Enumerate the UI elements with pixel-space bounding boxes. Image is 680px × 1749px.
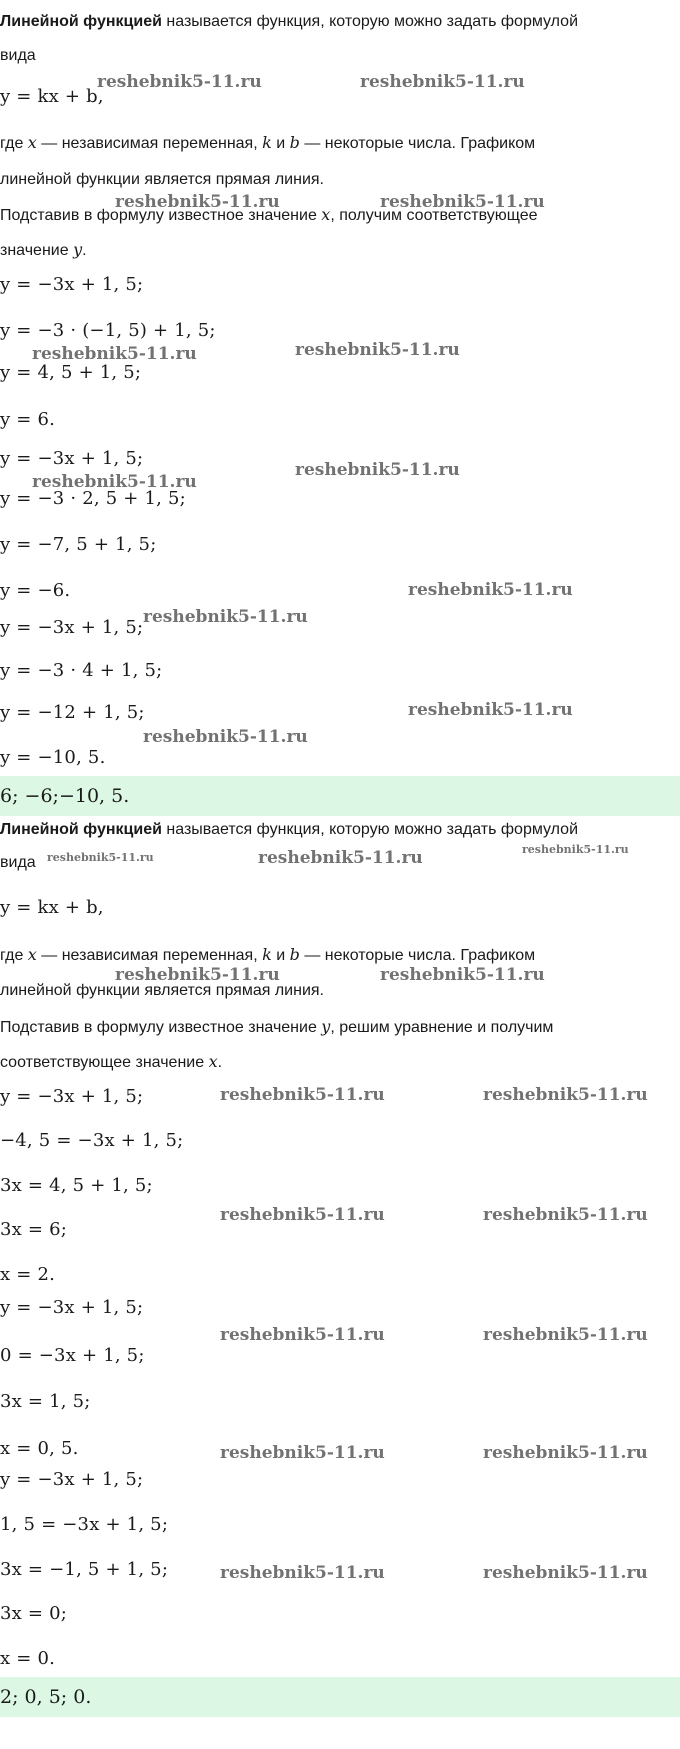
- equation-line: x = 2.: [0, 1264, 56, 1285]
- equation-line: x = 0, 5.: [0, 1438, 79, 1459]
- watermark: reshebnik5-11.ru: [295, 340, 460, 360]
- substitution-text: Подставив в формулу известное значение y, решим уравнение и получим: [0, 1017, 554, 1036]
- watermark: reshebnik5-11.ru: [220, 1325, 385, 1345]
- equation-line: y = −7, 5 + 1, 5;: [0, 534, 157, 555]
- definition-term: Линейной функцией: [0, 821, 162, 838]
- equation-line: 3x = 6;: [0, 1219, 68, 1240]
- equation-line: y = −10, 5.: [0, 747, 106, 768]
- formula: y = kx + b,: [0, 897, 104, 918]
- explanation-text: где x — независимая переменная, k и b — некоторые числа. Графиком: [0, 945, 536, 964]
- equation-line: y = 6.: [0, 409, 56, 430]
- watermark: reshebnik5-11.ru: [32, 472, 197, 492]
- explanation-text: где x — независимая переменная, k и b — некоторые числа. Графиком: [0, 133, 536, 152]
- equation-line: y = −3 · 2, 5 + 1, 5;: [0, 488, 186, 509]
- definition-text: Линейной функцией называется функция, которую можно задать формулой: [0, 13, 579, 30]
- watermark: reshebnik5-11.ru: [143, 727, 308, 747]
- watermark: reshebnik5-11.ru: [360, 72, 525, 92]
- answer-box: [0, 1677, 680, 1717]
- equation-line: y = −6.: [0, 580, 71, 601]
- equation-line: y = −3x + 1, 5;: [0, 448, 144, 469]
- equation-line: y = −3x + 1, 5;: [0, 1469, 144, 1490]
- watermark: reshebnik5-11.ru: [483, 1205, 648, 1225]
- watermark: reshebnik5-11.ru: [220, 1563, 385, 1583]
- substitution-text: Подставив в формулу известное значение x, получим соответствующее: [0, 205, 538, 224]
- definition-text: Линейной функцией называется функция, которую можно задать формулой: [0, 821, 579, 838]
- equation-line: 0 = −3x + 1, 5;: [0, 1345, 145, 1366]
- watermark: reshebnik5-11.ru: [483, 1085, 648, 1105]
- equation-line: 3x = −1, 5 + 1, 5;: [0, 1559, 169, 1580]
- watermark: reshebnik5-11.ru: [47, 851, 154, 864]
- watermark: reshebnik5-11.ru: [115, 192, 280, 212]
- equation-line: y = −3x + 1, 5;: [0, 1297, 144, 1318]
- definition-text-cont: вида: [0, 47, 36, 64]
- watermark: reshebnik5-11.ru: [220, 1085, 385, 1105]
- watermark: reshebnik5-11.ru: [522, 843, 629, 856]
- equation-line: y = 4, 5 + 1, 5;: [0, 362, 142, 383]
- equation-line: 3x = 4, 5 + 1, 5;: [0, 1175, 153, 1196]
- equation-line: 3x = 1, 5;: [0, 1391, 91, 1412]
- watermark: reshebnik5-11.ru: [408, 580, 573, 600]
- substitution-text-cont: соответствующее значение x.: [0, 1052, 223, 1071]
- watermark: reshebnik5-11.ru: [220, 1443, 385, 1463]
- watermark: reshebnik5-11.ru: [408, 700, 573, 720]
- answer-box: [0, 776, 680, 816]
- equation-line: y = −3x + 1, 5;: [0, 1086, 144, 1107]
- watermark: reshebnik5-11.ru: [220, 1205, 385, 1225]
- formula: y = kx + b,: [0, 86, 104, 107]
- watermark: reshebnik5-11.ru: [143, 607, 308, 627]
- watermark: reshebnik5-11.ru: [380, 965, 545, 985]
- answer-text: 6; −6;−10, 5.: [0, 785, 130, 807]
- answer-text: 2; 0, 5; 0.: [0, 1686, 92, 1708]
- explanation-text-cont: линейной функции является прямая линия.: [0, 982, 324, 999]
- watermark: reshebnik5-11.ru: [97, 72, 262, 92]
- substitution-text-cont: значение y.: [0, 240, 87, 259]
- watermark: reshebnik5-11.ru: [258, 848, 423, 868]
- explanation-text-cont: линейной функции является прямая линия.: [0, 171, 324, 188]
- definition-term: Линейной функцией: [0, 13, 162, 30]
- watermark: reshebnik5-11.ru: [483, 1325, 648, 1345]
- watermark: reshebnik5-11.ru: [483, 1443, 648, 1463]
- watermark: reshebnik5-11.ru: [483, 1563, 648, 1583]
- equation-line: y = −3x + 1, 5;: [0, 274, 144, 295]
- watermark: reshebnik5-11.ru: [380, 192, 545, 212]
- definition-text-cont: вида: [0, 854, 36, 871]
- equation-line: −4, 5 = −3x + 1, 5;: [0, 1130, 184, 1151]
- equation-line: y = −3x + 1, 5;: [0, 617, 144, 638]
- watermark: reshebnik5-11.ru: [115, 965, 280, 985]
- watermark: reshebnik5-11.ru: [295, 460, 460, 480]
- equation-line: y = −12 + 1, 5;: [0, 702, 145, 723]
- equation-line: x = 0.: [0, 1648, 56, 1669]
- watermark: reshebnik5-11.ru: [32, 344, 197, 364]
- equation-line: y = −3 · 4 + 1, 5;: [0, 660, 163, 681]
- equation-line: 1, 5 = −3x + 1, 5;: [0, 1514, 169, 1535]
- equation-line: 3x = 0;: [0, 1603, 68, 1624]
- equation-line: y = −3 · (−1, 5) + 1, 5;: [0, 320, 216, 341]
